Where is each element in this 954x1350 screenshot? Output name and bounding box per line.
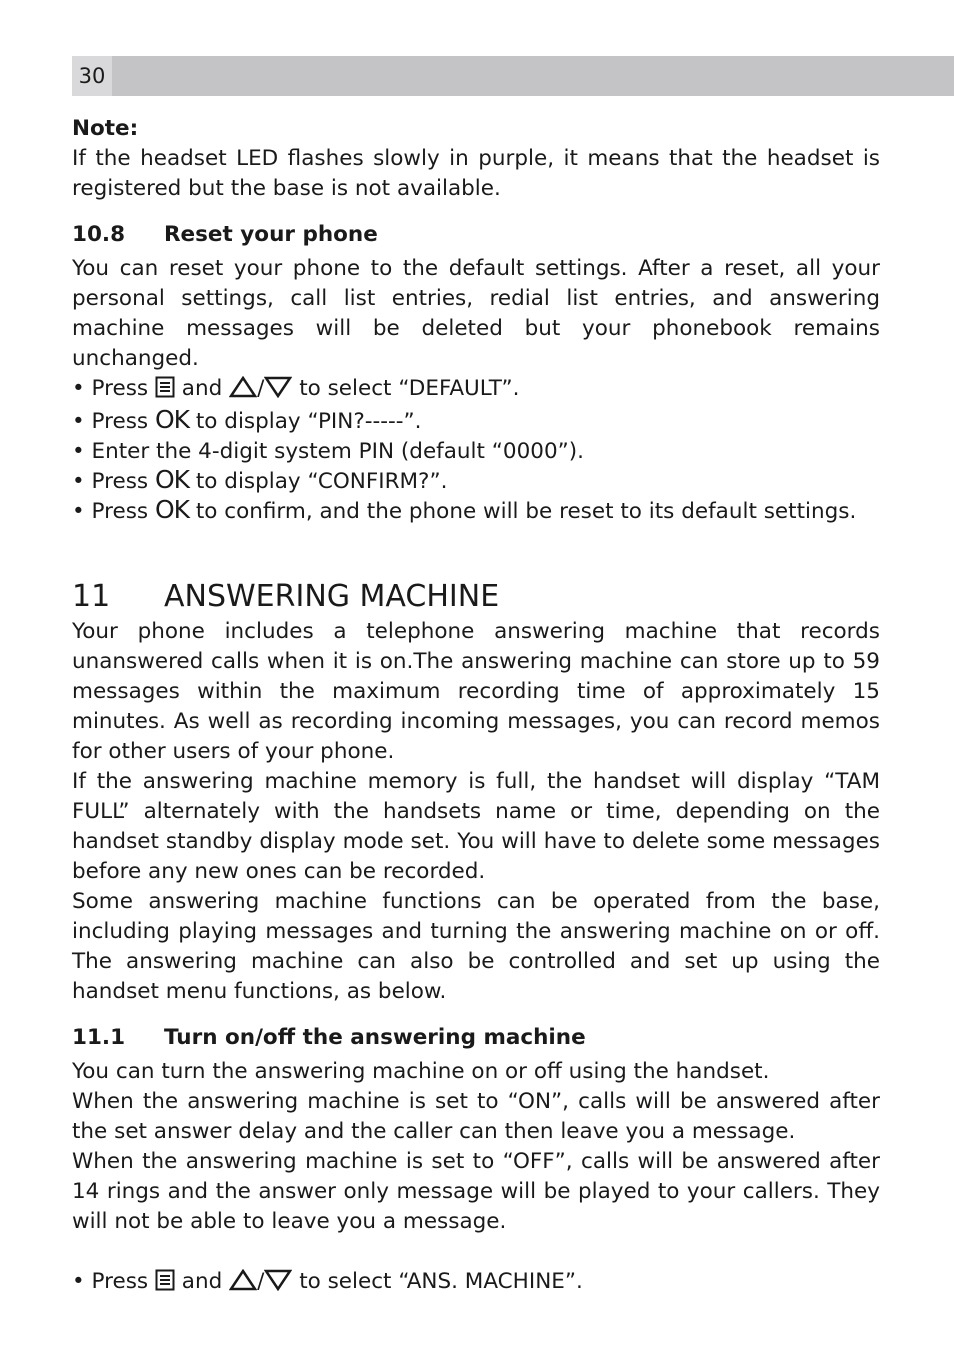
section-number: 11 [72, 579, 111, 614]
ok-key-icon: OK [154, 405, 190, 434]
bullet-display-confirm: • Press OK to display “CONFIRM?”. [72, 465, 448, 494]
section-number: 11.1 [72, 1025, 126, 1050]
section-title: Turn on/off the answering machine [164, 1025, 586, 1050]
separator: / [257, 1269, 265, 1294]
down-triangle-icon [264, 1269, 292, 1300]
menu-key-icon [155, 376, 175, 407]
page-content [72, 114, 880, 1300]
section-11-1-para-3: When the answering machine is set to “OFF”, calls will be answered after 14 rings and the answer only message will be played to your callers. They will not be able to leave you a message. [72, 1149, 880, 1234]
ok-key-icon: OK [154, 495, 190, 524]
section-11-heading [72, 577, 880, 617]
page-number: 30 [72, 56, 112, 96]
menu-key-icon [155, 1269, 175, 1300]
bullet-confirm-reset: • Press OK to confirm, and the phone will be reset to its default settings. [72, 495, 857, 524]
up-triangle-icon [229, 376, 257, 407]
bullet-display-pin: • Press OK to display “PIN?-----”. [72, 405, 422, 434]
down-triangle-icon [264, 376, 292, 407]
note-text: If the headset LED flashes slowly in purple, it means that the headset is registered but the base is not available. [72, 146, 880, 201]
section-10-8-intro: You can reset your phone to the default settings. After a reset, all your personal settings, call list entries, redial list entries, and answering machine messages will be deleted but your phonebook remains unchanged. [72, 256, 880, 371]
header-bar [72, 56, 954, 96]
bullet-enter-pin: • Enter the 4-digit system PIN (default “0000”). [72, 439, 584, 464]
section-11-1-para-1: You can turn the answering machine on or off using the handset. [72, 1059, 770, 1084]
section-11-para-3: Some answering machine functions can be operated from the base, including playing messages and turning the answering machine on or off. The answering machine can also be controlled and set up using the handset menu functions, as below. [72, 889, 880, 1004]
section-11-1-para-2: When the answering machine is set to “ON”, calls will be answered after the set answer delay and the caller can then leave you a message. [72, 1089, 880, 1144]
section-10-8-heading [72, 220, 880, 250]
section-title: Reset your phone [164, 222, 378, 247]
separator: / [257, 376, 265, 401]
bullet-select-default: • Press and / to select “DEFAULT”. [72, 374, 880, 407]
section-11-para-2: If the answering machine memory is full, the handset will display “TAM FULL” alternately with the handsets name or time, depending on the handset standby display mode set. You will have to delete some messages before any new ones can be recorded. [72, 769, 880, 884]
section-number: 10.8 [72, 222, 126, 247]
section-11-1-heading [72, 1023, 880, 1053]
section-title: ANSWERING MACHINE [164, 579, 500, 614]
up-triangle-icon [229, 1269, 257, 1300]
section-11-para-1: Your phone includes a telephone answering machine that records unanswered calls when it is on.The answering machine can store up to 59 messages within the maximum recording time of approximately 15 minutes. As well as recording incoming messages, you can record memos for other users of your phone. [72, 619, 880, 764]
ok-key-icon: OK [154, 465, 190, 494]
bullet-select-ans-machine: • Press and / to select “ANS. MACHINE”. [72, 1267, 880, 1300]
spacer [72, 1237, 880, 1267]
note-title: Note: [72, 116, 139, 141]
